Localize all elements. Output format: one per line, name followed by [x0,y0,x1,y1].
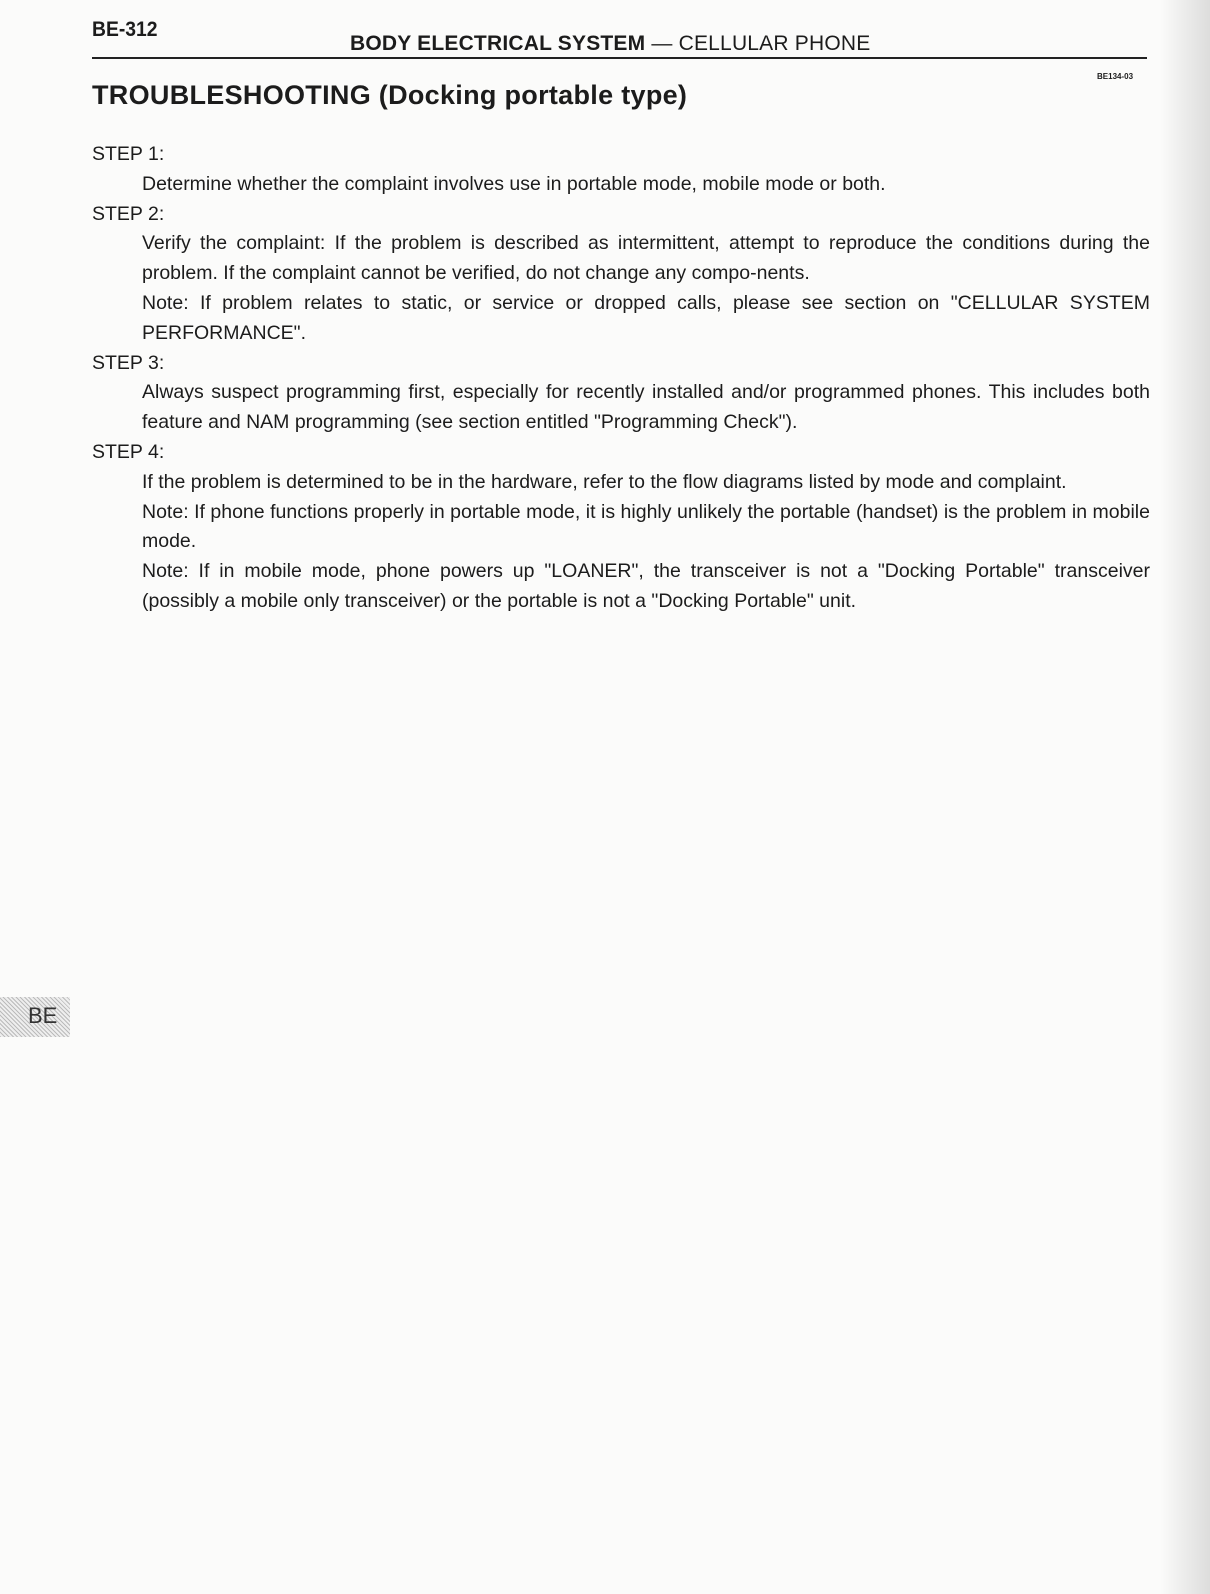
step-paragraph: Determine whether the complaint involves use in portable mode, mobile mode or both. [142,172,886,195]
step-label: STEP 2: [92,202,165,225]
section-tab [0,997,70,1037]
page-title: TROUBLESHOOTING (Docking portable type) [92,80,688,110]
section-tab-label: BE [28,1003,58,1028]
step-note: Note: If problem relates to static, or service or dropped calls, please see section on "CELLULAR SYSTEM PERFORMANCE". [142,291,1150,344]
section-code: BE134-03 [1097,72,1134,81]
page-edge-shadow [1160,0,1210,1594]
header-rule [92,57,1147,59]
header-separator: — [645,32,679,55]
step-paragraph: Verify the complaint: If the problem is described as intermittent, attempt to reproduce the conditions during the problem. If the complaint cannot be verified, do not change any compo-nents. [142,232,1150,285]
page-number: BE-312 [92,18,158,41]
section-title: BODY ELECTRICAL SYSTEM [350,32,646,55]
step-paragraph: If the problem is determined to be in the hardware, refer to the flow diagrams listed by mode and complaint. [142,470,1067,493]
step-note: Note: If in mobile mode, phone powers up "LOANER", the transceiver is not a "Docking Portable" transceiver (possibly a mobile only transceiver) or the portable is not a "Docking Portable" unit. [142,560,1150,612]
subsection-title: CELLULAR PHONE [678,32,871,55]
steps-list [92,140,1150,617]
step-paragraph: Always suspect programming first, especially for recently installed and/or programmed phones. This includes both feature and NAM programming (see section entitled "Programming Check"). [142,381,1150,434]
step-label: STEP 4: [92,440,165,463]
step-label: STEP 3: [92,351,165,374]
step-label: STEP 1: [92,143,165,165]
step-note: Note: If phone functions properly in portable mode, it is highly unlikely the portable (handset) is the problem in mobile mode. [142,500,1150,553]
running-header [350,32,870,56]
